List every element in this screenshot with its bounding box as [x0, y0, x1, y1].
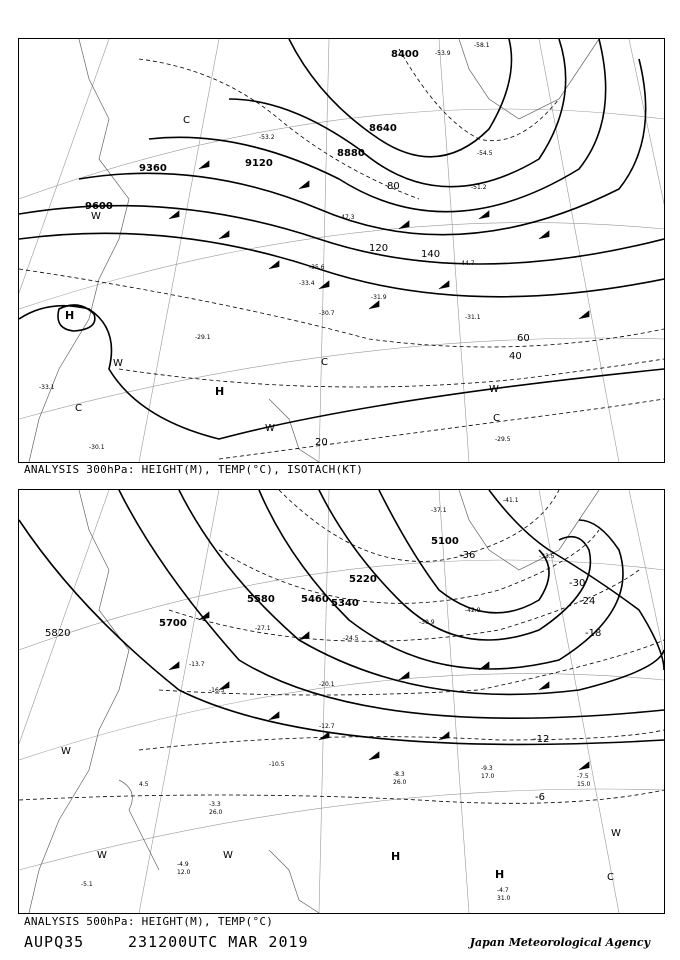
- warm-marker: W: [223, 850, 233, 861]
- temperature-label: -18: [585, 628, 602, 639]
- station-value: 12.0: [177, 869, 191, 876]
- panel-caption-300hpa: ANALYSIS 300hPa: HEIGHT(M), TEMP(°C), ISOTACH(KT): [24, 463, 364, 476]
- station-value: 26.0: [393, 779, 407, 786]
- station-value: 31.0: [497, 895, 511, 902]
- warm-marker: W: [611, 828, 621, 839]
- station-value: -8.3: [393, 771, 405, 778]
- warm-marker: W: [113, 358, 123, 369]
- station-value: 15.0: [577, 781, 591, 788]
- isotach-label: 20: [315, 437, 328, 448]
- chart-500hpa: [19, 490, 664, 913]
- height-label: 5100: [431, 536, 459, 547]
- station-value: -41.1: [503, 497, 519, 504]
- analysis-timestamp: 231200UTC MAR 2019: [128, 933, 309, 951]
- warm-marker: W: [61, 746, 71, 757]
- height-label-group: [85, 49, 419, 212]
- height-label: 5700: [159, 618, 187, 629]
- station-value: -27.1: [255, 625, 271, 632]
- cold-marker: C: [75, 403, 82, 414]
- map-panel-300hpa: [18, 38, 665, 463]
- station-value: -54.5: [477, 150, 493, 157]
- height-contours: [19, 39, 664, 439]
- height-label: 5220: [349, 574, 377, 585]
- wind-barbs: [169, 612, 589, 770]
- height-label-group: [45, 536, 459, 639]
- station-value: -37.1: [431, 507, 447, 514]
- pressure-center-group: [391, 850, 504, 881]
- height-label: 8640: [369, 123, 397, 134]
- station-value: -31.1: [465, 314, 481, 321]
- panel-caption-500hpa: ANALYSIS 500hPa: HEIGHT(M), TEMP(°C): [24, 915, 274, 928]
- station-value: -29.1: [195, 334, 211, 341]
- high-pressure-center: H: [65, 309, 75, 322]
- height-label: 8400: [391, 49, 419, 60]
- cold-marker: C: [493, 413, 500, 424]
- station-value: -51.2: [471, 184, 487, 191]
- temperature-label: -24: [579, 596, 596, 607]
- chart-300hpa: [19, 39, 664, 462]
- isotach-label: 120: [369, 243, 389, 254]
- chart-code: AUPQ35: [24, 933, 85, 951]
- station-value: -5.1: [81, 881, 93, 888]
- station-value: -35.6: [309, 264, 325, 271]
- coastline: [29, 39, 599, 462]
- station-value: -30.9: [419, 619, 435, 626]
- station-value: -58.1: [474, 42, 490, 49]
- warm-marker: W: [265, 423, 275, 434]
- height-label: 5340: [331, 598, 359, 609]
- isotach-label: 40: [509, 351, 522, 362]
- station-value: -20.1: [319, 681, 335, 688]
- cold-marker: C: [607, 872, 614, 883]
- station-value: -42.9: [465, 607, 481, 614]
- station-value: 26.0: [209, 809, 223, 816]
- height-label: 5460: [301, 594, 329, 605]
- station-value: -16.5: [209, 687, 225, 694]
- station-value: -53.9: [435, 50, 451, 57]
- coastline: [29, 490, 602, 913]
- station-value: -31.9: [371, 294, 387, 301]
- height-label: 8880: [337, 148, 365, 159]
- isotach-label: 140: [421, 249, 441, 260]
- station-value: -9.3: [481, 765, 493, 772]
- high-pressure-center: H: [391, 850, 401, 863]
- station-value: -29.5: [495, 436, 511, 443]
- station-value: -13.7: [189, 661, 205, 668]
- temperature-label: -6: [535, 792, 545, 803]
- warm-marker: W: [489, 384, 499, 395]
- warm-marker: W: [97, 850, 107, 861]
- height-label: 9600: [85, 201, 113, 212]
- high-pressure-center: H: [495, 868, 505, 881]
- station-value: -33.5: [539, 553, 555, 560]
- graticule: [19, 490, 664, 913]
- agency-credit: Japan Meteorological Agency: [469, 936, 650, 949]
- station-value: -53.2: [259, 134, 275, 141]
- warm-marker: W: [91, 211, 101, 222]
- graticule: [19, 39, 664, 462]
- station-value: -4.9: [177, 861, 189, 868]
- map-panel-500hpa: [18, 489, 665, 914]
- station-value: -12.7: [319, 723, 335, 730]
- station-value: -24.5: [343, 635, 359, 642]
- temperature-label: -12: [533, 734, 550, 745]
- station-value: -4.7: [497, 887, 509, 894]
- height-label: 5580: [247, 594, 275, 605]
- isotach-label: 60: [517, 333, 530, 344]
- height-label: 5820: [45, 628, 71, 639]
- station-value: -7.5: [577, 773, 589, 780]
- station-value: -44.7: [459, 260, 475, 267]
- station-value: 17.0: [481, 773, 495, 780]
- station-value: -30.1: [89, 444, 105, 451]
- height-label: 9120: [245, 158, 273, 169]
- height-contours: [19, 490, 664, 744]
- station-value: -3.3: [209, 801, 221, 808]
- station-value: -10.5: [269, 761, 285, 768]
- temperature-label: -30: [569, 578, 586, 589]
- height-label: 9360: [139, 163, 167, 174]
- station-value: -47.3: [339, 214, 355, 221]
- station-value: -33.4: [299, 280, 315, 287]
- pressure-center-group: [65, 309, 224, 398]
- station-value: -30.7: [319, 310, 335, 317]
- cold-marker: C: [183, 115, 190, 126]
- thermal-marker-group: [61, 746, 621, 883]
- station-value-group: [39, 42, 511, 451]
- isotach-label-group: [315, 181, 530, 448]
- cold-marker: C: [321, 357, 328, 368]
- temperature-label: -36: [459, 550, 476, 561]
- isotach-label: 80: [387, 181, 400, 192]
- station-value: -33.1: [39, 384, 55, 391]
- station-value: 4.5: [139, 781, 149, 788]
- high-pressure-center: H: [215, 385, 225, 398]
